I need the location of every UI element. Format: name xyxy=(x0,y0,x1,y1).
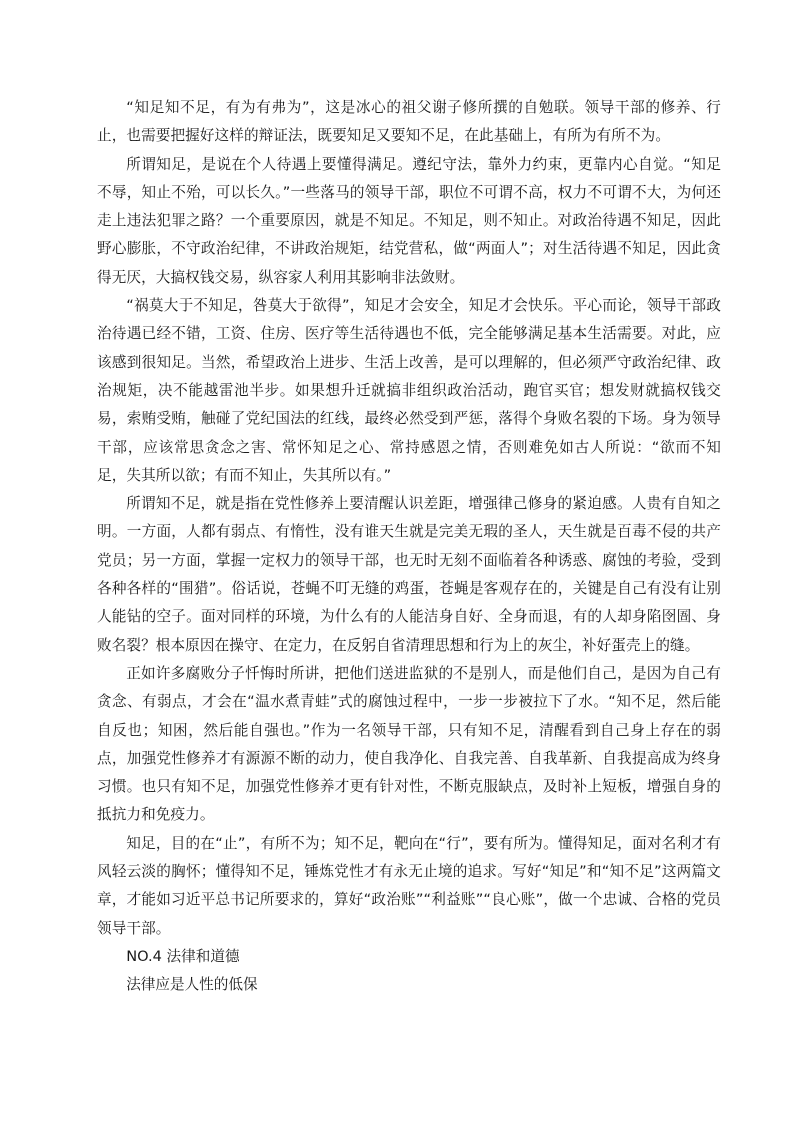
paragraph-knowing-insufficiency: 所谓知不足，就是指在党性修养上要清醒认识差距，增强律己修身的紧迫感。人贵有自知之明。一方面，人都有弱点、有惰性，没有谁天生就是完美无瑕的圣人，天生就是百毒不侵的共产党员；另一方面，掌握一定权力的领导干部，也无时无刻不面临着各种诱惑、腐蚀的考验，受到各种各样的“围猎”。俗话说，苍蝇不叮无缝的鸡蛋，苍蝇是客观存在的，关键是自己有没有让别人能钻的空子。面对同样的环境，为什么有的人能洁身自好、全身而退，有的人却身陷囹圄、身败名裂？根本原因在操守、在定力，在反躬自省清理思想和行为上的灰尘，补好蛋壳上的缝。 xyxy=(97,495,721,654)
paragraph-conclusion: 知足，目的在“止”，有所不为；知不足，靶向在“行”，要有所为。懂得知足，面对名利才有风轻云淡的胸怀；懂得知不足，锤炼党性才有永无止境的追求。写好“知足”和“知不足”这两篇文章，才能如习近平总书记所要求的，算好“政治账”“利益账”“良心账”，做一个忠诚、合格的党员领导干部。 xyxy=(97,834,721,937)
section-heading: NO.4 法律和道德 xyxy=(126,947,240,965)
paragraph-corruption-confessions: 正如许多腐败分子忏悔时所讲，把他们送进监狱的不是别人，而是他们自己，是因为自己有贪念、有弱点，才会在“温水煮青蛙”式的腐蚀过程中，一步一步被拉下了水。“知不足，然后能自反也；知困，然后能自强也。”作为一名领导干部，只有知不足，清醒看到自己身上存在的弱点，加强党性修养才有源源不断的动力，使自我净化、自我完善、自我革新、自我提高成为终身习惯。也只有知不足，加强党性修养才更有针对性，不断克服缺点，及时补上短板，增强自身的抵抗力和免疫力。 xyxy=(97,664,721,824)
subheading: 法律应是人性的低保 xyxy=(126,976,258,994)
paragraph-greatest-misfortune: “祸莫大于不知足，咎莫大于欲得”，知足才会安全，知足才会快乐。平心而论，领导干部政治待遇已经不错，工资、住房、医疗等生活待遇也不低，完全能够满足基本生活需要。对此，应该感到很知足。当然，希望政治上进步、生活上改善，是可以理解的，但必须严守政治纪律、政治规矩，决不能越雷池半步。如果想升迁就搞非组织政治活动，跑官买官；想发财就搞权钱交易，索贿受贿，触碰了党纪国法的红线，最终必然受到严惩，落得个身败名裂的下场。身为领导干部，应该常思贪念之害、常怀知足之心、常持感恩之情，否则难免如古人所说：“欲而不知足，失其所以欲；有而不知止，失其所以有。” xyxy=(97,297,721,484)
paragraph-knowing-contentment: 所谓知足，是说在个人待遇上要懂得满足。遵纪守法，靠外力约束，更靠内心自觉。“知足不辱，知止不殆，可以长久。”一些落马的领导干部，职位不可谓不高，权力不可谓不大，为何还走上违法犯罪之路？一个重要原因，就是不知足。不知足，则不知止。对政治待遇不知足，因此野心膨胀，不守政治纪律，不讲政治规矩，结党营私，做“两面人”；对生活待遇不知足，因此贪得无厌，大搞权钱交易，纵容家人利用其影响非法敛财。 xyxy=(97,155,721,286)
paragraph-intro: “知足知不足，有为有弗为”，这是冰心的祖父谢子修所撰的自勉联。领导干部的修养、行止，也需要把握好这样的辩证法，既要知足又要知不足，在此基础上，有所为有所不为。 xyxy=(97,99,721,145)
document-body xyxy=(97,94,721,1000)
